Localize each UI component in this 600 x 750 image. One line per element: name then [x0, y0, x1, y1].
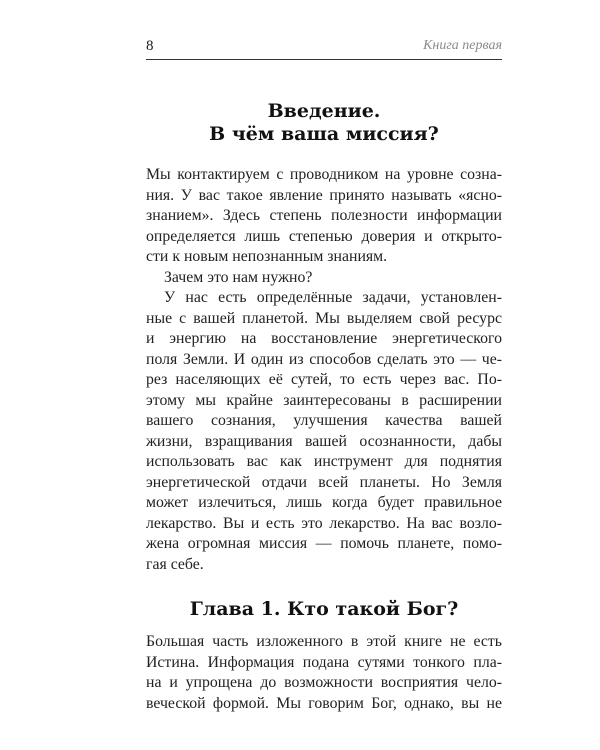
text-line: гая себе.: [146, 555, 204, 573]
text-line: У нас есть определённые задачи, установлен-: [164, 289, 502, 306]
introduction-heading-line-2: В чём ваша миссия?: [209, 123, 439, 145]
text-line: Большая часть изложенного в этой книге не есть: [146, 633, 502, 650]
text-line: знанием». Здесь степень полезности информации: [146, 207, 502, 224]
text-line: жизни, взращивания вашей осознанности, дабы: [146, 432, 502, 450]
introduction-heading-line-1: Введение.: [267, 100, 381, 122]
text-line: ные с вашей планетой. Мы выделяем свой ресурс: [146, 309, 502, 327]
page-number: 8: [146, 38, 154, 54]
text-line: сти к новым непознанным знаниям.: [146, 248, 388, 265]
text-line: использовать вас как инструмент для поднятия: [146, 453, 502, 470]
text-line: этому мы крайне заинтересованы в расширении: [146, 391, 502, 409]
text-line: вашего сознания, улучшения качества вашей: [146, 412, 502, 429]
text-line: энергетической отдачи всей планеты. Но Земля: [146, 473, 502, 491]
text-line: ния. У вас такое явление принято называть «ясно-: [146, 186, 502, 204]
text-line: может излечиться, лишь когда будет правильное: [146, 494, 502, 511]
text-line: Зачем это нам нужно?: [164, 268, 313, 286]
text-line: на и упрощена до возможности восприятия чело-: [146, 674, 502, 691]
text-line: и энергию на восстановление энергетического: [146, 330, 502, 347]
text-line: поля Земли. И один из способов сделать это — че-: [146, 350, 502, 368]
text-line: лекарство. Вы и есть это лекарство. На вас возло-: [146, 514, 502, 532]
introduction-body: [146, 165, 502, 575]
text-line: жена огромная миссия — помочь планете, помо-: [146, 535, 502, 552]
text-line: определяется лишь степенью доверия и открыто-: [146, 227, 502, 245]
chapter-1-body: [146, 632, 502, 714]
text-line: Мы контактируем с проводником на уровне созна-: [146, 166, 502, 183]
chapter-1-heading: Глава 1. Кто такой Бог?: [189, 598, 459, 620]
text-line: рез населяющих её сутей, то есть через вас. По-: [146, 371, 502, 388]
running-head: [146, 36, 502, 58]
chapter-1-heading-block: [146, 598, 502, 621]
introduction-heading: [146, 100, 502, 146]
header-rule: [146, 59, 502, 60]
text-line: Истина. Информация подана сутями тонкого пла-: [146, 653, 502, 671]
running-title: Книга первая: [423, 38, 502, 53]
text-line: веческой формой. Мы говорим Бог, однако, вы не: [146, 694, 502, 712]
